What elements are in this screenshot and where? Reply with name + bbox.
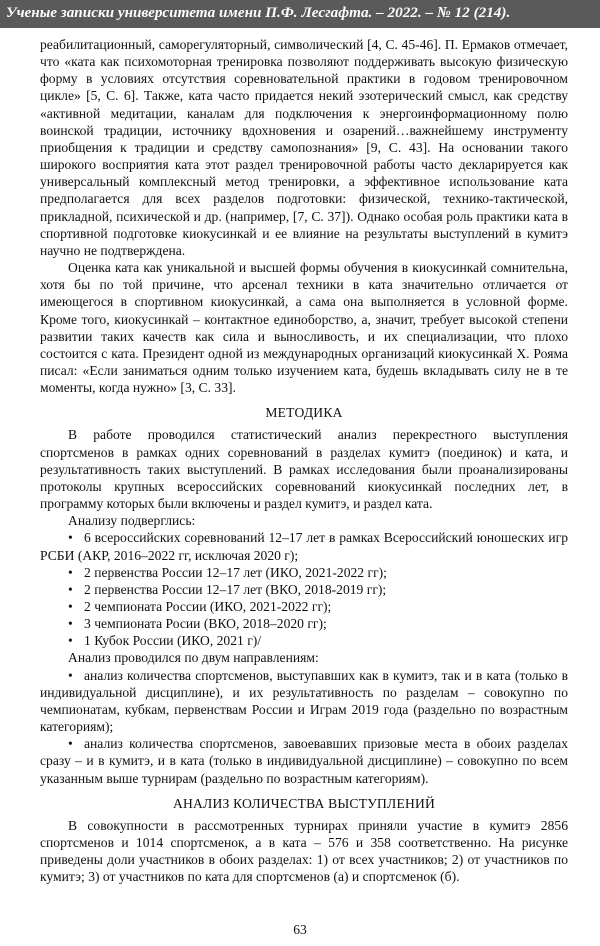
tournament-list-item: [40, 529, 568, 563]
tournament-list-item-text: 3 чемпионата Росии (ВКО, 2018–2020 гг);: [84, 616, 327, 632]
section-heading-methods: МЕТОДИКА: [265, 405, 343, 421]
bullet-mark: •: [68, 667, 73, 683]
analysis-direction-text: анализ количества спортсменов, завоевавших призовые места в обоих разделах сразу – и в кумитэ, и в ката (только в индивидуальной дисциплине) – совокупно по всем указанным выше турнирам (раздельно по возрастным категориям).: [40, 736, 568, 786]
tournament-list-item: [40, 615, 568, 632]
methods-paragraph: В работе проводился статистический анализ перекрестного выступления спортсменов в рамках одних соревнований в разделах кумитэ (поединок) и ката, и результативность таких выступлений. В рамках исследования были проанализированы протоколы крупных всероссийских соревнований киокусинкай последних лет, в программу которых были включены и раздел кумитэ, и раздел ката.: [40, 427, 568, 512]
journal-header-bar: [0, 0, 600, 28]
section-heading-analysis: АНАЛИЗ КОЛИЧЕСТВА ВЫСТУПЛЕНИЙ: [172, 795, 436, 811]
analysis-direction-item: [40, 667, 568, 736]
tournament-list-item: [40, 581, 568, 598]
tournament-list-item: [40, 632, 568, 649]
methods-list-intro: Анализу подверглись:: [68, 513, 196, 529]
tournament-list-item-text: 2 первенства России 12–17 лет (ИКО, 2021-2022 гг);: [84, 564, 387, 580]
bullet-mark: •: [68, 616, 73, 632]
tournament-list-item-text: 6 всероссийских соревнований 12–17 лет в рамках Всероссийский юношеских игр РСБИ (АКР, 2016–2022 гг, исключая 2020 г);: [40, 530, 568, 563]
tournament-list-item-text: 2 первенства России 12–17 лет (ВКО, 2018-2019 гг);: [84, 581, 387, 597]
bullet-mark: •: [68, 581, 73, 597]
tournament-list-item: [40, 564, 568, 581]
page-number: 63: [293, 922, 307, 937]
bullet-mark: •: [68, 736, 73, 752]
bullet-mark: •: [68, 599, 73, 614]
intro-paragraph-kata-assessment: Оценка ката как уникальной и высшей формы обучения в киокусинкай сомнительна, хотя бы по той причине, что арсенал техники в ката значительно отличается от имеющегося в спортивном киокусинкай, а сама она выполняется в условной форме. Кроме того, киокусинкай – контактное единоборство, а, значит, требует высокой степени развитии таких качеств как сила и выносливость, и их специализации, что плохо состоится с ката. Президент одной из международных организаций киокусинкай Х. Рояма писал: «Если заниматься одним только изучением ката, будешь вкладывать силу не в те моменты, когда нужно» [3, С. 33].: [40, 260, 568, 396]
tournament-list-item-text: 1 Кубок России (ИКО, 2021 г)/: [84, 633, 262, 649]
bullet-mark: •: [68, 530, 73, 546]
journal-header-title: Ученые записки университета имени П.Ф. Лесгафта. – 2022. – № 12 (214).: [6, 4, 511, 21]
tournament-list-item-text: 2 чемпионата России (ИКО, 2021-2022 гг);: [84, 599, 332, 614]
analysis-paragraph: В совокупности в рассмотренных турнирах приняли участие в кумитэ 2856 спортсменов и 1014 спортсменок, а в ката – 576 и 358 соответственно. На рисунке приведены доли участников в обоих разделах: 1) от всех участников; 2) от участников по кумитэ; 3) от участников по ката для спортсменов (а) и спортсменок (б).: [40, 817, 568, 885]
intro-paragraph-continued: реабилитационный, саморегуляторный, символический [4, С. 45-46]. П. Ермаков отмечает, что «ката как психомоторная тренировка позволяют поддерживать высокую физическую форму в условиях отсутствия соревновательной практики в годовом тренировочном цикле» [5, С. 6]. Также, ката часто придается некий эзотерический смысл, как средству «активной медитации, каналам для подключения к энергоинформационному полю воинской традиции, источнику вдохновения и озарений…важнейшему инструменту приобщения к традиции и средству самопознания» [9, С. 43]. На основании такого широкого восприятия ката этот раздел тренировочной работы часто декларируется как универсальный комплексный метод тренировки, а эффективное использование ката предполагается для всех разделов подготовки: физической, технико-тактической, прикладной, психической и др. (например, [7, С. 37]). Однако особая роль практики ката в спортивной подготовке киокусинкай и ее влияние на результаты выступлений в кумитэ научно не подтверждена.: [40, 37, 568, 258]
methods-directions-intro: Анализ проводился по двум направлениям:: [68, 650, 319, 666]
article-body: [40, 36, 568, 886]
tournament-list-item: [40, 598, 568, 615]
analysis-direction-item: [40, 735, 568, 786]
bullet-mark: •: [68, 633, 73, 649]
analysis-direction-text: анализ количества спортсменов, выступавших как в кумитэ, так и в ката (только в индивидуальной дисциплине), и их результативность по разделам – совокупно по чемпионатам, кубкам, первенствам России и Играм 2019 года (раздельно по возрастным категориям);: [40, 667, 568, 735]
bullet-mark: •: [68, 564, 73, 580]
